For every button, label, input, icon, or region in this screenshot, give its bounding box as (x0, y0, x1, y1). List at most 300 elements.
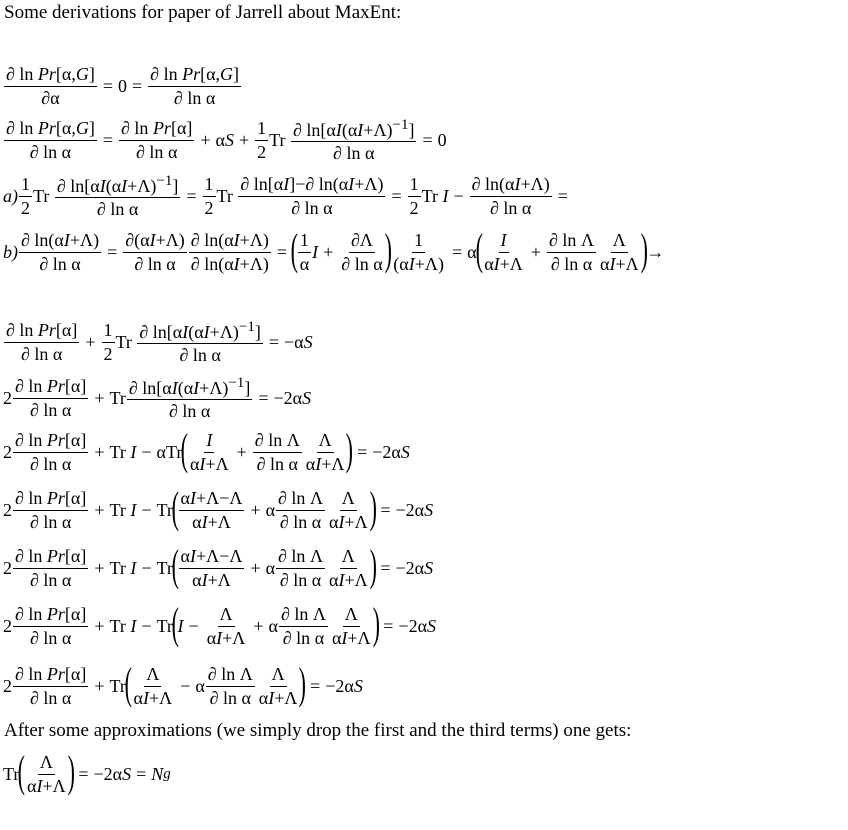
symbol-Pr: Pr (46, 546, 65, 567)
symbol-eq: = (102, 75, 114, 96)
symbol-eq: = (78, 763, 89, 784)
symbol-plus: + (195, 488, 207, 509)
symbol-Lambda: Λ (215, 453, 229, 474)
symbol-alpha: α (484, 253, 494, 274)
frac-half (102, 320, 115, 363)
fraction-denominator (132, 253, 177, 274)
symbol-plus: + (207, 511, 218, 532)
symbol-minus: − (141, 441, 152, 462)
symbol-d: ∂ (41, 87, 51, 108)
symbol-Tr: Tr (109, 499, 126, 520)
fraction-denominator (255, 453, 300, 474)
equation-8 (3, 484, 433, 536)
symbol-plus: + (250, 499, 261, 520)
fraction-denominator (39, 87, 61, 108)
symbol-Tr: Tr (115, 331, 132, 352)
symbol-ln: ln (142, 377, 157, 398)
symbol-Lambda: Λ (331, 453, 345, 474)
symbol-d: ∂ (21, 230, 30, 251)
symbol-d: ∂ (30, 687, 39, 708)
frac-dln-diff-dlnalpha (238, 174, 385, 217)
symbol-alpha: α (172, 321, 183, 342)
symbol-I: I (233, 230, 240, 251)
symbol-alpha: α (61, 118, 72, 139)
symbol-I: I (268, 687, 275, 708)
fraction-denominator (25, 775, 68, 796)
fraction-denominator (172, 87, 217, 108)
symbol-d: ∂ (6, 64, 15, 85)
symbol-alpha: α (180, 488, 190, 509)
symbol-half_num: 1 (412, 230, 425, 252)
equation-11 (3, 660, 363, 712)
symbol-alpha: α (162, 377, 172, 398)
symbol-d: ∂ (282, 627, 292, 648)
symbol-inv: −1 (156, 172, 173, 189)
symbol-ln: ln (293, 569, 308, 590)
symbol-alpha: α (273, 174, 284, 195)
symbol-two: 2 (408, 615, 418, 636)
symbol-ln: ln (149, 141, 164, 162)
fraction-numerator: ∂ ln Pr[α] (13, 430, 88, 452)
symbol-Lambda: Λ (284, 687, 298, 708)
symbol-alpha: α (70, 604, 81, 625)
symbol-d: ∂ (550, 253, 560, 274)
symbol-eq: = (102, 129, 114, 150)
symbol-d: ∂ (6, 320, 15, 341)
frac-dlnpr-alpha-dlnalpha (13, 664, 88, 707)
fraction-denominator (205, 627, 248, 648)
symbol-Tr: Tr (156, 499, 173, 520)
symbol-two: 2 (103, 763, 113, 784)
symbol-I: I (189, 488, 196, 509)
fraction-denominator (190, 569, 233, 590)
symbol-two: 2 (3, 387, 12, 408)
symbol-minus: − (273, 387, 284, 408)
symbol-ln: ln (28, 604, 43, 625)
symbol-I: I (201, 511, 208, 532)
symbol-I: I (130, 615, 137, 636)
symbol-ln: ln (293, 511, 308, 532)
fraction-denominator (281, 627, 326, 648)
symbol-I: I (142, 687, 149, 708)
fraction-denominator (208, 687, 253, 708)
symbol-Pr: Pr (37, 118, 56, 139)
symbol-d: ∂ (6, 118, 15, 139)
symbol-alpha: α (326, 119, 336, 140)
symbol-Lambda: Λ (354, 569, 368, 590)
fraction-denominator (488, 197, 533, 218)
symbol-alpha: α (195, 675, 205, 696)
symbol-inv: −1 (392, 116, 409, 133)
equation-5 (3, 316, 313, 368)
symbol-two: 2 (283, 387, 293, 408)
symbol-alpha: α (224, 253, 234, 274)
fraction-numerator (276, 488, 325, 510)
symbol-minus: − (219, 488, 230, 509)
symbol-two: 2 (405, 557, 415, 578)
symbol-ln: ln (268, 430, 283, 451)
symbol-ln: ln (291, 546, 306, 567)
symbol-ln: ln (43, 453, 58, 474)
symbol-Lambda: Λ (209, 377, 223, 398)
symbol-Tr: Tr (269, 129, 286, 150)
symbol-Lambda: Λ (309, 488, 323, 509)
symbol-eq: = (186, 185, 197, 206)
symbol-alpha: α (314, 627, 325, 648)
fraction-numerator: ∂ ln Pr[α] (13, 376, 88, 398)
symbol-G: G (75, 64, 89, 85)
fraction-numerator: ∂ ln Pr[α] (4, 320, 79, 342)
symbol-I: I (500, 230, 507, 251)
frac-dlnpr-alpha-dlnalpha (119, 118, 194, 161)
fraction-denominator (167, 400, 212, 421)
symbol-alpha: α (61, 569, 72, 590)
symbol-plus: + (499, 253, 510, 274)
symbol-plus: + (85, 331, 96, 352)
frac-lambda-over-alphaI-lambda (25, 752, 68, 795)
symbol-inv: −1 (228, 374, 245, 391)
symbol-d: ∂ (30, 453, 39, 474)
symbol-alpha: α (215, 129, 225, 150)
fraction-denominator (278, 511, 323, 532)
symbol-plus: + (253, 615, 264, 636)
symbol-minus: − (141, 557, 152, 578)
symbol-d: ∂ (279, 511, 289, 532)
symbol-I: I (283, 174, 290, 195)
symbol-d: ∂ (21, 343, 30, 364)
fraction-denominator (257, 687, 300, 708)
symbol-ln: ln (147, 253, 162, 274)
fraction-numerator (204, 430, 214, 452)
fraction-denominator (188, 453, 231, 474)
fraction-denominator (28, 627, 73, 648)
symbol-eq: = (310, 675, 321, 696)
symbol-Lambda: Λ (144, 664, 161, 686)
symbol-ln: ln (294, 604, 309, 625)
symbol-Tr: Tr (3, 763, 20, 784)
symbol-Tr: Tr (109, 441, 126, 462)
symbol-ln: ln (28, 488, 43, 509)
symbol-plus: + (205, 453, 216, 474)
fraction-denominator (598, 253, 641, 274)
symbol-alpha: α (311, 569, 322, 590)
symbol-ln: ln (346, 143, 361, 163)
symbol-I: I (130, 441, 137, 462)
symbol-alpha: α (206, 64, 216, 85)
symbol-Lambda: Λ (217, 569, 231, 590)
symbol-ln: ln (223, 687, 238, 708)
symbol-plus: + (195, 546, 207, 567)
right-paren: ) (299, 659, 307, 708)
equation-4-b (3, 226, 664, 278)
symbol-minus: − (295, 174, 306, 195)
frac-dlnlambda-dlnalpha (276, 546, 325, 589)
symbol-d: ∂ (240, 174, 250, 195)
fraction-numerator: ∂ ln(αI+Λ) (189, 230, 271, 252)
symbol-d: ∂ (333, 143, 342, 163)
symbol-alpha: α (50, 87, 60, 108)
symbol-alpha: α (166, 253, 176, 274)
symbol-I: I (357, 119, 364, 140)
symbol-I: I (171, 377, 178, 398)
symbol-S: S (400, 441, 410, 462)
symbol-two: 2 (3, 441, 12, 462)
symbol-d: ∂ (39, 253, 49, 274)
symbol-half_num: 1 (102, 320, 115, 342)
symbol-ln: ln (152, 321, 167, 342)
frac-lambda-over-alphaI-lambda (330, 604, 373, 647)
symbol-I: I (99, 175, 106, 196)
symbol-Lambda: Λ (364, 174, 378, 195)
fraction-numerator (547, 230, 596, 252)
symbol-Pr: Pr (182, 64, 201, 85)
symbol-minus: − (141, 499, 152, 520)
symbol-Lambda: Λ (219, 321, 233, 342)
symbol-Lambda: Λ (373, 119, 387, 140)
symbol-ln: ln (28, 376, 43, 397)
symbol-d: ∂ (29, 141, 39, 162)
symbol-alpha: α (61, 627, 72, 648)
fraction-numerator: ∂ ln(αI+Λ) (19, 230, 101, 252)
symbol-I: I (408, 253, 415, 274)
fraction-denominator (28, 399, 73, 420)
symbol-minus: − (284, 331, 295, 352)
fraction-denominator (327, 569, 370, 590)
symbol-plus: + (94, 387, 105, 408)
frac-half (255, 118, 268, 161)
symbol-alpha: α (292, 387, 303, 408)
symbol-alpha: α (70, 376, 81, 397)
symbol-Lambda: Λ (309, 546, 323, 567)
fraction-denominator (190, 511, 233, 532)
symbol-plus: + (363, 119, 374, 140)
fraction-denominator: (αI+Λ) (393, 253, 444, 274)
symbol-Pr: Pr (46, 376, 65, 397)
symbol-alpha: α (364, 143, 375, 163)
symbol-d: ∂ (30, 399, 39, 420)
symbol-d: ∂ (121, 118, 130, 139)
symbol-alpha: α (331, 627, 342, 648)
symbol-Lambda: Λ (159, 687, 173, 708)
symbol-plus: + (200, 129, 211, 150)
symbol-alpha: α (52, 343, 63, 364)
symbol-d: ∂ (15, 604, 24, 625)
symbol-Tr: Tr (109, 387, 126, 408)
frac-dln-alphaI-inv-dlnalpha (55, 173, 180, 219)
symbol-plus: + (94, 557, 105, 578)
symbol-d: ∂ (173, 87, 183, 108)
frac-dlnlambda-dlnalpha (253, 430, 302, 473)
symbol-ln: ln (485, 174, 500, 195)
symbol-d: ∂ (134, 253, 144, 274)
symbol-eq: = (276, 241, 288, 262)
symbol-plus: + (148, 687, 160, 708)
symbol-alpha: α (61, 453, 72, 474)
symbol-Lambda: Λ (354, 511, 368, 532)
fraction-denominator (28, 141, 73, 162)
symbol-half_num: 1 (203, 174, 216, 196)
frac-I-over-alphaI-lambda (188, 430, 231, 473)
symbol-eq: = (357, 441, 368, 462)
symbol-d: ∂ (128, 377, 138, 398)
symbol-Lambda: Λ (218, 604, 235, 626)
symbol-ln: ln (182, 401, 197, 421)
symbol-alpha: α (27, 775, 37, 796)
symbol-ln: ln (564, 253, 579, 274)
right-paren: ) (67, 747, 75, 796)
symbol-plus: + (199, 377, 210, 398)
symbol-d: ∂ (291, 197, 301, 218)
symbol-S: S (122, 763, 132, 784)
symbol-zero: 0 (437, 129, 447, 150)
symbol-Lambda: Λ (206, 546, 220, 567)
symbol-two: 2 (3, 675, 12, 696)
symbol-two: 2 (3, 557, 12, 578)
symbol-S: S (427, 615, 436, 636)
symbol-plus: + (222, 627, 233, 648)
symbol-alpha: α (288, 453, 298, 474)
symbol-Lambda: Λ (229, 488, 243, 509)
fraction-denominator (28, 687, 73, 708)
frac-lambda-over-alphaI-lambda (132, 664, 175, 707)
symbol-plus: + (207, 569, 218, 590)
equation-final (3, 748, 171, 800)
symbol-Lambda: Λ (625, 253, 639, 274)
symbol-half_num: 1 (255, 118, 268, 140)
symbol-eq: = (380, 557, 391, 578)
fraction-numerator (253, 430, 302, 452)
symbol-Tr: Tr (109, 557, 126, 578)
symbol-minus: − (453, 185, 464, 206)
arrow-icon: → (646, 241, 665, 262)
symbol-Tr: Tr (33, 185, 50, 206)
symbol-alpha: α (323, 197, 333, 218)
equation-2 (3, 114, 447, 166)
fraction-numerator: ∂ ln Pr[α] (13, 664, 88, 686)
symbol-ln: ln (562, 230, 577, 251)
symbol-alpha: α (61, 399, 72, 420)
fraction-numerator: ∂(αI+Λ) (123, 230, 187, 252)
fraction-numerator: ∂ ln Pr[α] (13, 604, 88, 626)
symbol-eq: = (258, 387, 269, 408)
symbol-g: g (163, 765, 171, 782)
symbol-I: I (442, 185, 449, 206)
left-paren: ( (475, 225, 483, 274)
symbol-alpha: α (344, 675, 354, 696)
symbol-d: ∂ (190, 230, 200, 251)
symbol-G: G (75, 118, 89, 139)
symbol-plus: + (344, 569, 355, 590)
symbol-d: ∂ (305, 174, 315, 195)
symbol-d: ∂ (279, 569, 289, 590)
fraction-denominator (28, 453, 73, 474)
frac-one-over-alpha (298, 230, 311, 273)
equation-3-a (3, 170, 573, 222)
equation-9 (3, 542, 433, 594)
symbol-S: S (424, 557, 434, 578)
symbol-Lambda: Λ (137, 175, 151, 196)
fraction-numerator: ∂ $\ln[\alpha I(\alpha I+\Lambda)^{-1}]$ (55, 173, 180, 198)
symbol-ln: ln (28, 430, 43, 451)
equation-1 (3, 60, 242, 112)
symbol-alpha: α (329, 511, 339, 532)
symbol-I: I (201, 569, 208, 590)
symbol-Lambda: Λ (357, 627, 371, 648)
symbol-alpha: α (192, 569, 202, 590)
symbol-eq: = (422, 129, 433, 150)
symbol-Lambda: Λ (286, 430, 300, 451)
fraction-numerator: ∂ ln Pr[α] (13, 546, 88, 568)
symbol-eq: = (391, 185, 402, 206)
frac-half (408, 174, 421, 217)
symbol-minus: − (398, 615, 409, 636)
symbol-alpha: α (265, 557, 276, 578)
symbol-Lambda: Λ (270, 664, 287, 686)
symbol-d: ∂ (292, 119, 302, 140)
symbol-Pr: Pr (46, 604, 65, 625)
symbol-d: ∂ (350, 230, 360, 251)
left-paren: ( (171, 599, 179, 648)
symbol-I: I (609, 253, 616, 274)
symbol-I: I (206, 430, 213, 451)
symbol-Tr: Tr (109, 675, 126, 696)
symbol-label_a: a) (3, 185, 18, 206)
symbol-ln: ln (163, 64, 178, 85)
symbol-Tr: Tr (216, 185, 233, 206)
fraction-numerator: ∂ ln[αI]−∂ ln(αI+Λ) (238, 174, 385, 196)
fraction-denominator (278, 569, 323, 590)
symbol-alpha: α (61, 687, 72, 708)
symbol-alpha: α (211, 345, 221, 365)
frac-dlnpr-alpha-dlnalpha (13, 488, 88, 531)
fraction-numerator (349, 230, 375, 252)
symbol-plus: + (323, 241, 334, 262)
frac-dlnlambda-dlnalpha (279, 604, 328, 647)
symbol-Lambda: Λ (312, 604, 326, 625)
symbol-Lambda: Λ (249, 253, 263, 274)
symbol-plus: + (615, 253, 626, 274)
symbol-plus: + (239, 253, 250, 274)
symbol-alpha: α (241, 687, 251, 708)
symbol-I: I (514, 174, 521, 195)
frac-dln-alphaI-lambda-dlnalpha (19, 230, 101, 273)
symbol-plus: + (354, 174, 365, 195)
symbol-ln: ln (28, 546, 43, 567)
symbol-inv: −1 (238, 318, 255, 335)
symbol-plus: + (94, 675, 105, 696)
symbol-half_den: 2 (257, 141, 267, 162)
symbol-I: I (63, 230, 70, 251)
symbol-I: I (338, 511, 345, 532)
symbol-Lambda: Λ (580, 230, 594, 251)
symbol-Lambda: Λ (509, 253, 523, 274)
symbol-plus: + (236, 441, 247, 462)
symbol-Tr: Tr (109, 615, 126, 636)
symbol-ln: ln (43, 687, 58, 708)
symbol-minus: − (93, 763, 104, 784)
right-paren: ) (369, 483, 377, 532)
left-paren: ( (124, 659, 132, 708)
fraction-numerator: ∂ ln Pr[α] (119, 118, 194, 140)
symbol-eq: = (380, 499, 391, 520)
frac-lambda-over-alphaI-lambda (327, 546, 370, 589)
symbol-minus: − (325, 675, 336, 696)
equation-10 (3, 600, 436, 652)
frac-dlnpr-alpha-dlnalpha (13, 546, 88, 589)
symbol-alpha: α (70, 546, 81, 567)
symbol-alpha: α (189, 453, 200, 474)
frac-dlnlambda-dlnalpha (206, 664, 255, 707)
